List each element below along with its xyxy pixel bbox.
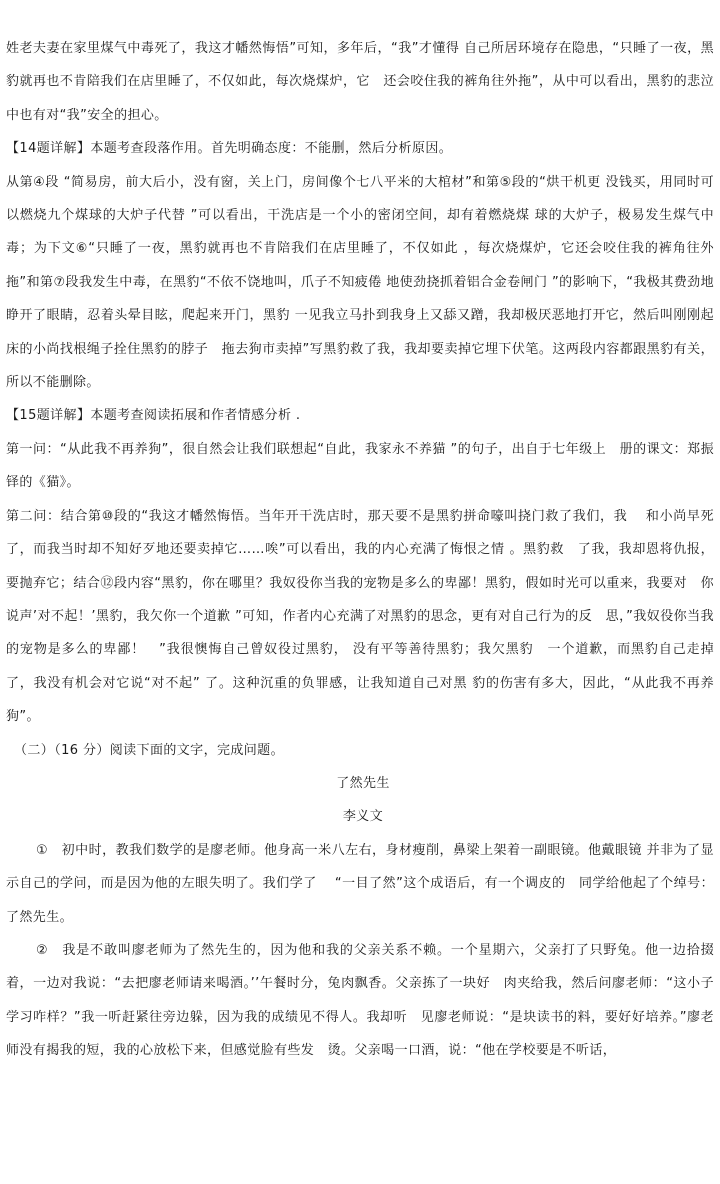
- q15-part1: 第一问：“从此我不再养狗”，很自然会让我们联想起“自此，我家永不养猫 ”的句子，出自于七年级上 册的课文：郑振铎的《猫》。: [6, 441, 714, 491]
- q14-heading: 【14题详解】本题考查段落作用。首先明确态度：不能删，然后分析原因。: [6, 141, 453, 157]
- q15-part2: 第二问：结合第⑩段的“我这才幡然悔悟。当年开干洗店时，那天要不是黑豹拼命嚎叫挠门救了我们，我 和小尚早死了，而我当时却不知好歹地还要卖掉它……唉”可以看出，我的内心充满了悔恨之情 。黑豹救 了我，我却恩将仇报，要抛弃它；结合⑫段内容“黑豹，你在哪里？我奴役你当我的宠物是多么的卑鄙！黑豹，假如时光可以重来，我要对 你说声’对不起！’黑豹，我欠你一个道歉 ”可知，作者内心充满了对黑豹的思念，更有对自己行为的反 思，”我奴役你当我的宠物是多么的卑鄙！ ”我很懊悔自己曾奴役过黑豹， 没有平等善待黑豹；我欠黑豹 一个道歉，而黑豹自己走掉了，我没有机会对它说“对不起” 了。这种沉重的负罪感，让我知道自己对黑 豹的伤害有多大，因此，“从此我不再养狗”。: [6, 508, 714, 725]
- paragraph-opening: 姓老夫妻在家里煤气中毒死了，我这才幡然悔悟”可知，多年后，“我”才懂得 自己所居环境存在隐患，“只睡了一夜，黑豹就再也不肯陪我们在店里睡了，不仅如此，每次烧煤炉，它 还会咬住我的裤角往外拖”，从中可以看出，黑豹的悲泣中也有对“我”安全的担心。: [6, 41, 714, 123]
- q14-body: 从第④段 “简易房，前大后小，没有窗，关上门，房间像个七八平米的大棺材”和第⑤段的“烘干机更 没钱买，用同时可以燃烧九个煤球的大炉子代替 ”可以看出，干洗店是一个小的密闭空间，却有着燃烧煤 球的大炉子，极易发生煤气中毒；为下文⑥“只睡了一夜，黑豹就再也不肯陪我们在店里睡了，不仅如此 ，每次烧煤炉，它还会咬住我的裤角往外拖”和第⑦段我发生中毒，在黑豹“不依不饶地叫，爪子不知疲倦 地使劲挠抓着铝合金卷闸门 ”的影响下，“我极其费劲地睁开了眼睛，忍着头晕目眩，爬起来开门，黑豹 一见我立马扑到我身上又舔又蹭，我却极厌恶地打开它，然后叫刚刚起床的小尚找根绳子拴住黑豹的脖子 拖去狗市卖掉”写黑豹救了我，我却要卖掉它埋下伏笔。这两段内容都跟黑豹有关，所以不能删除。: [6, 174, 714, 391]
- q15-heading: 【15题详解】本题考查阅读拓展和作者情感分析 .: [6, 408, 301, 424]
- story-title: 了然先生: [336, 775, 390, 791]
- story-paragraph-2: ② 我是不敢叫廖老师为了然先生的，因为他和我的父亲关系不赖。一个星期六，父亲打了只野兔。他一边拾掇着，一边对我说：“去把廖老师请来喝酒。’’午餐时分，兔肉飘香。父亲拣了一块好 肉夹给我，然后问廖老师：“这小子学习咋样？”我一听赶紧往旁边躲，因为我的成绩见不得人。我却听 见廖老师说：“是块读书的料，要好好培养。”廖老师没有揭我的短，我的心放松下来，但感觉脸有些发 烫。父亲喝一口酒，说：“他在学校要是不听话，: [6, 942, 714, 1059]
- story-author: 李义文: [342, 809, 384, 825]
- story-paragraph-1: ① 初中时，教我们数学的是廖老师。他身高一米八左右，身材瘦削，鼻梁上架着一副眼镜。他戴眼镜 并非为了显示自己的学问，而是因为他的左眼失明了。我们学了 “一目了然”这个成语后，有一个调皮的 同学给他起了个绰号：了然先生。: [6, 842, 714, 925]
- section-two-heading: （二）（16 分）阅读下面的文字，完成问题。: [14, 742, 284, 758]
